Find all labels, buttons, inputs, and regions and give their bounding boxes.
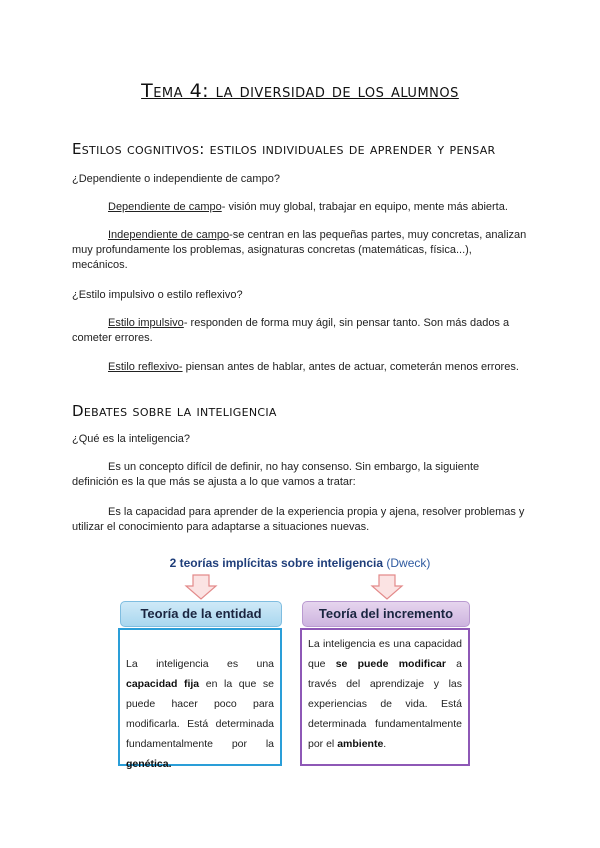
paragraph-field-dependent — [72, 200, 528, 215]
section-heading-intelligence: Debates sobre la inteligencia — [72, 402, 277, 420]
diagram-title — [0, 556, 600, 570]
term-impulsive: Estilo impulsivo — [108, 317, 184, 329]
question-what-is-intelligence: ¿Qué es la inteligencia? — [72, 433, 191, 445]
term-field-dependent: Dependiente de campo — [108, 201, 222, 213]
increment-bold-2: ambiente — [337, 738, 384, 750]
entity-theory-label: Teoría de la entidad — [120, 601, 282, 627]
term-field-independent: Independiente de campo — [108, 229, 230, 241]
down-arrow-icon — [370, 574, 404, 600]
question-impulsive-reflective: ¿Estilo impulsivo o estilo reflexivo? — [72, 289, 243, 301]
text-impulsive: - responden de forma muy ágil, sin pensar tanto. Son más dados a cometer errores. — [72, 317, 510, 344]
entity-text-1: La inteligencia es una — [126, 658, 274, 670]
text-field-independent: -se centran en las pequeñas partes, muy concretas, analizan muy profundamente los problemas, asignaturas concretas (matemáticas, física...), mecánicos. — [72, 229, 527, 271]
paragraph-field-independent — [72, 228, 528, 273]
increment-theory-label: Teoría del incremento — [302, 601, 470, 627]
section-heading-cognitive-styles: Estilos cognitivos: estilos individuales de aprender y pensar — [72, 140, 496, 158]
paragraph-definition: Es la capacidad para aprender de la experiencia propia y ajena, resolver problemas y utilizar el conocimiento para adaptarse a situaciones nuevas. — [72, 506, 525, 533]
paragraph-reflective — [72, 360, 528, 375]
diagram-title-author: (Dweck) — [383, 556, 431, 570]
increment-text-2: a través del aprendizaje y las experiencias de vida. Está determinada fundamentalmente por el — [308, 658, 462, 750]
question-field-dependence: ¿Dependiente o independiente de campo? — [72, 173, 280, 185]
increment-bold-1: se puede modificar — [335, 658, 446, 670]
entity-theory-box — [118, 628, 282, 770]
entity-bold-1: capacidad fija — [126, 678, 200, 690]
page-title: Tema 4: la diversidad de los alumnos — [141, 80, 459, 102]
entity-bold-2: genética. — [126, 758, 172, 770]
paragraph-impulsive — [72, 316, 528, 346]
increment-text-3: . — [383, 738, 387, 750]
text-field-dependent: - visión muy global, trabajar en equipo, mente más abierta. — [221, 201, 508, 213]
diagram-title-main: 2 teorías implícitas sobre inteligencia — [169, 556, 384, 570]
text-reflective: piensan antes de hablar, antes de actuar, cometerán menos errores. — [182, 361, 519, 373]
down-arrow-icon — [184, 574, 218, 600]
entity-text-2: en la que se puede hacer poco para modificarla. Está determinada fundamentalmente por la — [126, 678, 274, 750]
paragraph-definition-intro: Es un concepto difícil de definir, no hay consenso. Sin embargo, la siguiente definición es la que más se ajusta a lo que vamos a tratar: — [72, 461, 480, 488]
term-reflective: Estilo reflexivo- — [108, 361, 183, 373]
increment-theory-box — [300, 628, 470, 766]
increment-text-1: La inteligencia es una capacidad que — [308, 638, 462, 670]
